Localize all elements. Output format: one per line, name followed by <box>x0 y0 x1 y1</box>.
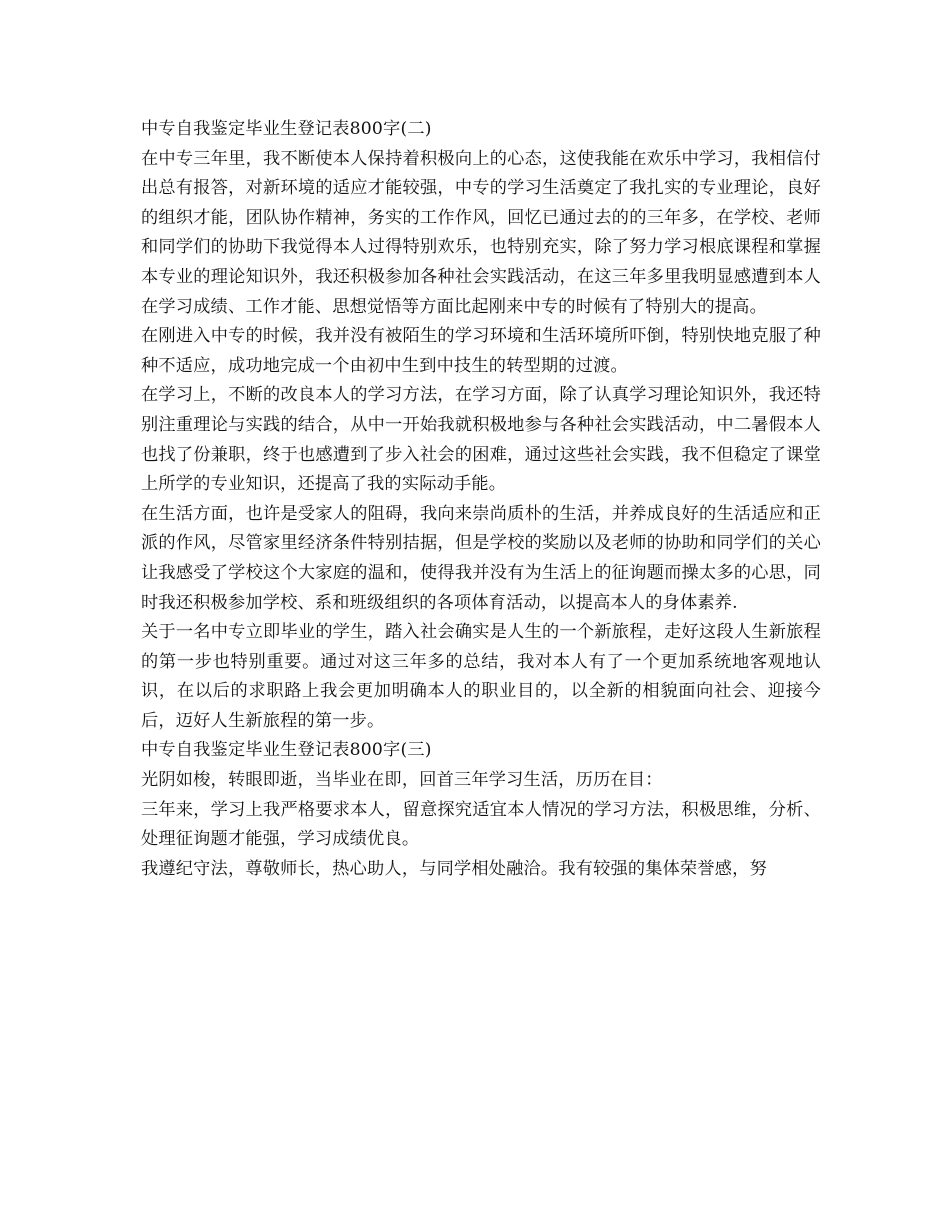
document-body <box>141 115 821 884</box>
paragraph: 在学习上，不断的改良本人的学习方法，在学习方面，除了认真学习理论知识外，我还特别注重理论与实践的结合，从中一开始我就积极地参与各种社会实践活动，中二暑假本人也找了份兼职，终于也感遭到了步入社会的困难，通过这些社会实践，我不但稳定了课堂上所学的专业知识，还提高了我的实际动手能。 <box>141 385 821 495</box>
paragraph: 我遵纪守法，尊敬师长，热心助人，与同学相处融洽。我有较强的集体荣誉感，努 <box>141 858 767 879</box>
paragraph: 三年来，学习上我严格要求本人，留意探究适宜本人情况的学习方法，积极思维，分析、处理征询题才能强，学习成绩优良。 <box>141 799 821 850</box>
paragraph: 光阴如梭，转眼即逝，当毕业在即，回首三年学习生活，历历在目： <box>141 770 663 791</box>
section-heading-3: 中专自我鉴定毕业生登记表800字(三) <box>141 740 432 761</box>
paragraph: 在刚进入中专的时候，我并没有被陌生的学习环境和生活环境所吓倒，特别快地克服了种种不适应，成功地完成一个由初中生到中技生的转型期的过渡。 <box>141 326 821 376</box>
section-heading-2: 中专自我鉴定毕业生登记表800字(二) <box>141 119 432 139</box>
paragraph: 在中专三年里，我不断使本人保持着积极向上的心态，这使我能在欢乐中学习，我相信付出总有报答，对新环境的适应才能较强，中专的学习生活奠定了我扎实的专业理论，良好的组织才能，团队协作精神，务实的工作作风，回忆已通过去的的三年多，在学校、老师和同学们的协助下我觉得本人过得特别欢乐，也特别充实，除了努力学习根底课程和掌握本专业的理论知识外，我还积极参加各种社会实践活动，在这三年多里我明显感遭到本人在学习成绩、工作才能、思想觉悟等方面比起刚来中专的时候有了特别大的提高。 <box>141 148 821 317</box>
paragraph: 关于一名中专立即毕业的学生，踏入社会确实是人生的一个新旅程，走好这段人生新旅程的第一步也特别重要。通过对这三年多的总结，我对本人有了一个更加系统地客观地认识，在以后的求职路上我会更加明确本人的职业目的，以全新的相貌面向社会、迎接今后，迈好人生新旅程的第一步。 <box>141 622 821 731</box>
paragraph: 在生活方面，也许是受家人的阻碍，我向来崇尚质朴的生活，并养成良好的生活适应和正派的作风，尽管家里经济条件特别拮据，但是学校的奖励以及老师的协助和同学们的关心让我感受了学校这个大家庭的温和，使得我并没有为生活上的征询题而操太多的心思，同时我还积极参加学校、系和班级组织的各项体育活动，以提高本人的身体素养. <box>141 503 821 613</box>
